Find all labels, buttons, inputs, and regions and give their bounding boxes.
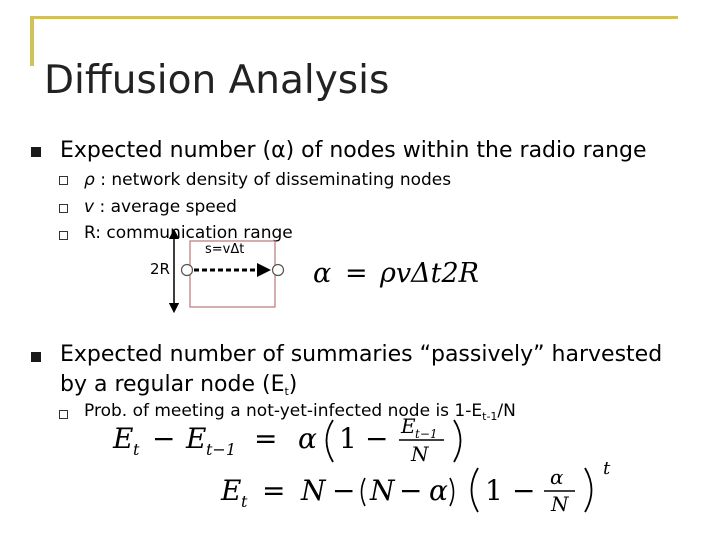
- cf-one: 1: [485, 474, 503, 507]
- v-symbol: v: [84, 197, 95, 217]
- rec-t1: t: [133, 440, 140, 459]
- bullet-2-line1: Expected number of summaries “passively” harvested: [60, 342, 663, 367]
- cf-eq: =: [262, 474, 286, 507]
- formula-rhs: ρvΔt2R: [380, 258, 479, 289]
- bullet-2-text: [60, 340, 662, 407]
- bullet-square-icon: [31, 147, 41, 157]
- rec-alpha: α: [298, 422, 317, 455]
- rec-eq: =: [254, 422, 278, 455]
- rho-symbol: ρ: [84, 170, 95, 190]
- rec-minus: −: [152, 422, 176, 455]
- formula-alpha: α: [313, 258, 332, 289]
- label-distance: s=vΔt: [205, 242, 245, 257]
- sub-bullet-icon: [59, 231, 68, 240]
- rec-minus2: −: [365, 422, 389, 455]
- rec-frac-N: N: [411, 442, 429, 466]
- bullet-2-line2-prefix: by a regular node (E: [60, 372, 285, 397]
- cf-exp-t: t: [603, 458, 611, 479]
- cf-frac-alpha: α: [550, 465, 564, 489]
- cf-N2: N: [370, 474, 395, 507]
- rec-E2: E: [186, 422, 207, 455]
- bullet-square-icon: [31, 352, 41, 362]
- cf-t: t: [241, 492, 248, 511]
- node-end-icon: [273, 265, 284, 276]
- cf-E: E: [221, 474, 242, 507]
- title-frame-horizontal: [30, 16, 678, 19]
- sub-item-density-text: : network density of disseminating nodes: [94, 170, 452, 190]
- node-start-icon: [182, 265, 193, 276]
- closed-form-formula: [216, 456, 620, 518]
- rec-frac-E: E: [401, 414, 416, 438]
- cf-N1: N: [301, 474, 326, 507]
- formula-eq: =: [345, 258, 368, 289]
- sub-bullet-icon: [59, 204, 68, 213]
- bullet-1-text: Expected number (α) of nodes within the radio range: [60, 138, 647, 163]
- title-frame-vertical: [30, 18, 34, 66]
- prob-suffix: /N: [497, 401, 516, 421]
- sub-bullet-icon: [59, 176, 68, 185]
- cf-paren1-right: [450, 478, 454, 506]
- cf-paren2-left: [472, 468, 479, 512]
- sub-item-speed: [84, 197, 237, 217]
- alpha-formula: [308, 252, 500, 294]
- cf-frac-N: N: [551, 492, 569, 516]
- movement-arrowhead-icon: [257, 263, 271, 277]
- cf-minus3: −: [512, 474, 536, 507]
- sub-item-density: [84, 170, 451, 190]
- bullet-2-line2-sub: t: [284, 385, 289, 398]
- cf-paren2-right: [585, 468, 592, 512]
- rec-E1: E: [113, 422, 134, 455]
- sub-bullet-icon: [59, 410, 68, 419]
- cf-paren1-left: [362, 478, 366, 506]
- cf-alpha: α: [429, 474, 448, 507]
- prob-sub: t-1: [482, 410, 498, 423]
- rec-tm1: t−1: [206, 440, 237, 459]
- cf-minus2: −: [399, 474, 423, 507]
- prob-prefix: Prob. of meeting a not-yet-infected node is 1-E: [84, 401, 483, 421]
- cf-minus1: −: [332, 474, 356, 507]
- sub-item-speed-text: : average speed: [94, 197, 237, 217]
- label-2r: 2R: [150, 260, 170, 278]
- rec-frac-tm1: t−1: [415, 427, 438, 441]
- slide-title: Diffusion Analysis: [44, 58, 390, 103]
- sub-item-range-text: R: communication range: [84, 223, 293, 243]
- rec-one: 1: [339, 422, 357, 455]
- bullet-2-line2-suffix: ): [288, 372, 298, 397]
